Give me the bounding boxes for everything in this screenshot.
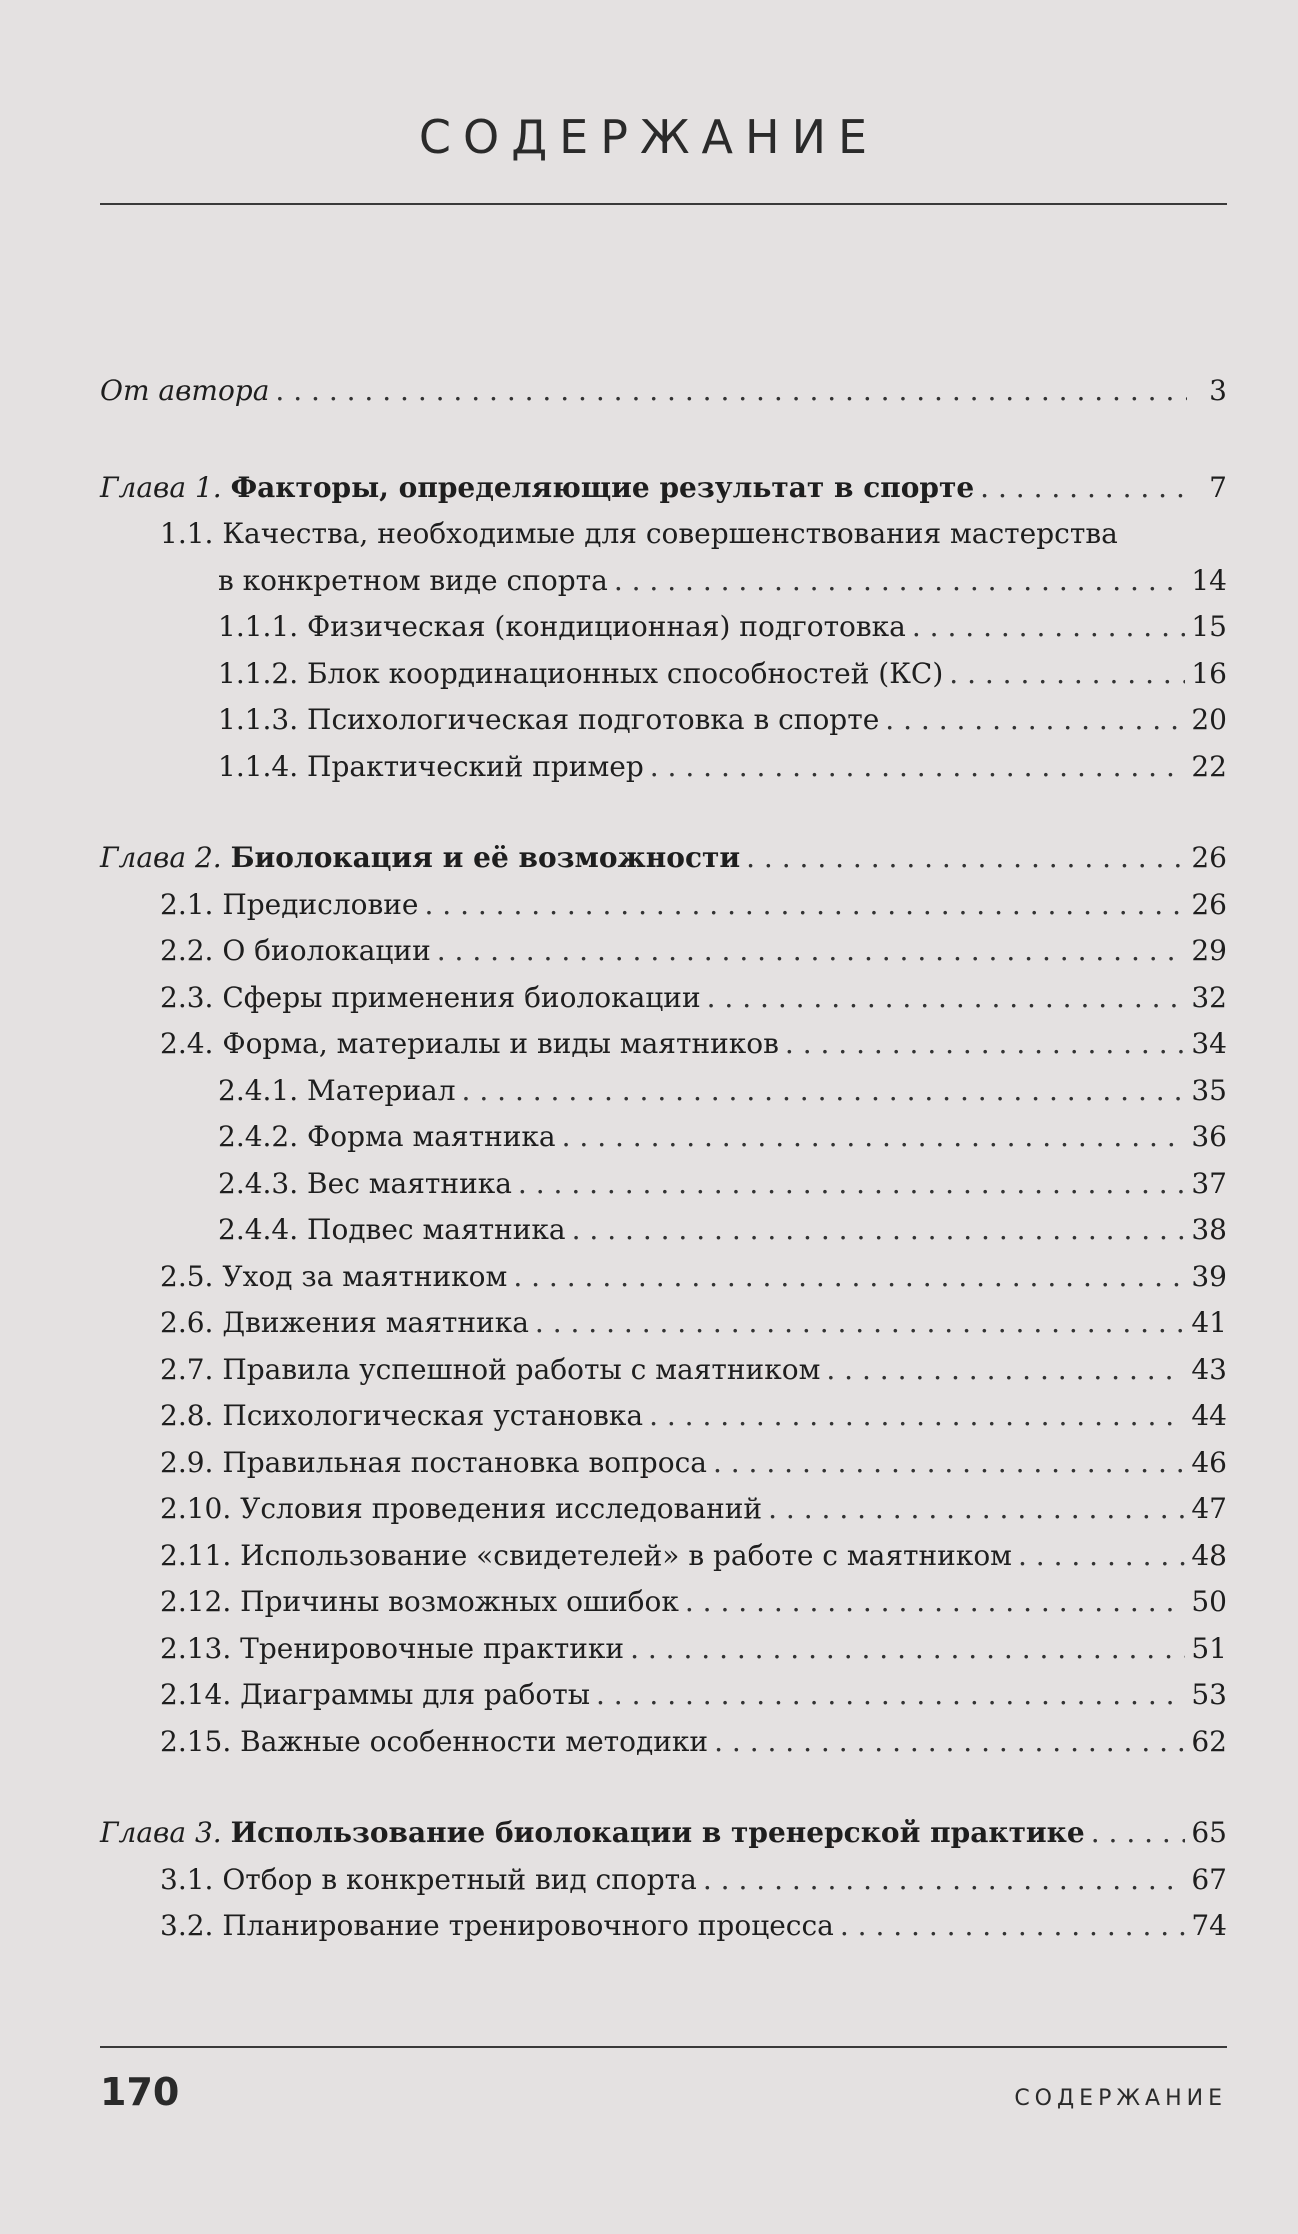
section-label: 2.2. О биолокации xyxy=(160,934,431,967)
page-number: 74 xyxy=(1191,1909,1227,1942)
toc-subsection[interactable] xyxy=(100,1114,1227,1161)
toc-section[interactable] xyxy=(100,1672,1227,1719)
section-label: 2.5. Уход за маятником xyxy=(160,1259,508,1293)
section-label-continued: в конкретном виде спорта xyxy=(218,563,608,597)
chapter-prefix: Глава 3. xyxy=(100,1816,222,1849)
section-label: 2.15. Важные особенности методики xyxy=(160,1724,709,1758)
toc-subsection[interactable] xyxy=(100,1068,1227,1115)
page-number: 39 xyxy=(1191,1259,1227,1293)
toc-section[interactable] xyxy=(100,1626,1227,1673)
toc-subsection[interactable] xyxy=(100,1161,1227,1208)
running-title: СОДЕРЖАНИЕ xyxy=(1014,2086,1227,2111)
section-label: 2.14. Диаграммы для работы xyxy=(160,1678,590,1711)
leader-dots xyxy=(826,1347,1185,1394)
leader-dots xyxy=(713,1440,1185,1487)
section-label: 2.11. Использование «свидетелей» в работе с маятником xyxy=(160,1538,1012,1572)
section-label: 2.9. Правильная постановка вопроса xyxy=(160,1445,707,1479)
page-number: 41 xyxy=(1191,1306,1227,1339)
leader-dots xyxy=(840,1903,1186,1950)
page-number: 14 xyxy=(1191,563,1227,597)
page-number: 67 xyxy=(1191,1862,1227,1896)
page-number: 65 xyxy=(1191,1816,1227,1849)
leader-dots xyxy=(437,928,1186,975)
page-number: 46 xyxy=(1191,1445,1227,1479)
toc-section[interactable] xyxy=(100,928,1227,975)
toc-section[interactable] xyxy=(100,1254,1227,1301)
toc-chapter-1[interactable] xyxy=(100,465,1227,512)
leader-dots xyxy=(650,744,1186,791)
toc-chapter-2[interactable] xyxy=(100,835,1227,882)
toc-entry-author[interactable] xyxy=(100,368,1227,415)
section-label: 1.1.2. Блок координационных способностей (КС) xyxy=(218,656,944,690)
chapter-title: Использование биолокации в тренерской практике xyxy=(230,1816,1085,1849)
section-label: 3.1. Отбор в конкретный вид спорта xyxy=(160,1862,697,1896)
section-label: 1.1.1. Физическая (кондиционная) подготовка xyxy=(218,610,906,643)
leader-dots xyxy=(949,651,1185,698)
author-label: От автора xyxy=(100,374,270,407)
toc-subsection[interactable] xyxy=(100,1207,1227,1254)
leader-dots xyxy=(768,1486,1185,1533)
toc-section-1-1-3[interactable] xyxy=(100,697,1227,744)
section-label: 2.8. Психологическая установка xyxy=(160,1399,644,1432)
toc-section-1-1-2[interactable] xyxy=(100,651,1227,698)
section-label: 1.1.3. Психологическая подготовка в спорте xyxy=(218,703,880,736)
leader-dots xyxy=(1091,1810,1186,1857)
page-number: 38 xyxy=(1191,1213,1227,1246)
chapter-prefix: Глава 2. xyxy=(100,841,222,874)
leader-dots xyxy=(596,1672,1185,1719)
page-number: 22 xyxy=(1191,749,1227,783)
leader-dots xyxy=(572,1207,1186,1254)
leader-dots xyxy=(1018,1533,1185,1580)
page-number: 3 xyxy=(1209,374,1227,407)
section-label: 2.4.1. Материал xyxy=(218,1073,456,1107)
chapter-title: Биолокация и её возможности xyxy=(230,841,741,874)
page-number: 34 xyxy=(1191,1027,1227,1060)
leader-dots xyxy=(785,1021,1185,1068)
chapter-title: Факторы, определяющие результат в спорте xyxy=(230,470,975,504)
toc-section-1-1-1[interactable] xyxy=(100,604,1227,651)
leader-dots xyxy=(885,697,1185,744)
page-number: 48 xyxy=(1191,1538,1227,1572)
page-number: 26 xyxy=(1191,887,1227,921)
leader-dots xyxy=(630,1626,1185,1673)
leader-dots xyxy=(513,1254,1185,1301)
section-label: 2.4.4. Подвес маятника xyxy=(218,1213,566,1246)
toc-chapter-3[interactable] xyxy=(100,1810,1227,1857)
section-label: 2.1. Предисловие xyxy=(160,887,419,921)
leader-dots xyxy=(518,1161,1185,1208)
section-label: 2.7. Правила успешной работы с маятником xyxy=(160,1352,821,1386)
toc-section[interactable] xyxy=(100,1903,1227,1950)
section-label: 2.4.3. Вес маятника xyxy=(218,1166,512,1200)
footer-divider xyxy=(100,2046,1227,2048)
leader-dots xyxy=(703,1857,1185,1904)
leader-dots xyxy=(614,558,1186,605)
page-number: 43 xyxy=(1191,1352,1227,1386)
section-label: 2.6. Движения маятника xyxy=(160,1306,529,1339)
toc-section[interactable] xyxy=(100,882,1227,929)
page-number: 29 xyxy=(1191,934,1227,967)
page-number: 7 xyxy=(1209,470,1227,504)
section-label: 3.2. Планирование тренировочного процесса xyxy=(160,1909,834,1942)
folio-page-number: 170 xyxy=(100,2070,180,2114)
chapter-prefix: Глава 1. xyxy=(100,470,222,504)
toc-section[interactable] xyxy=(100,1486,1227,1533)
page-number: 36 xyxy=(1191,1120,1227,1153)
page-number: 35 xyxy=(1191,1073,1227,1107)
page-number: 20 xyxy=(1191,703,1227,736)
leader-dots xyxy=(649,1393,1185,1440)
page-number: 50 xyxy=(1191,1585,1227,1618)
toc-section[interactable] xyxy=(100,1300,1227,1347)
leader-dots xyxy=(535,1300,1185,1347)
leader-dots xyxy=(714,1719,1185,1766)
page-number: 53 xyxy=(1191,1678,1227,1711)
toc-section-1-1[interactable] xyxy=(100,511,1227,558)
section-label: 2.12. Причины возможных ошибок xyxy=(160,1585,679,1618)
toc-section[interactable] xyxy=(100,975,1227,1022)
leader-dots xyxy=(462,1068,1186,1115)
toc-section[interactable] xyxy=(100,1857,1227,1904)
page-number: 44 xyxy=(1191,1399,1227,1432)
page-number: 16 xyxy=(1191,656,1227,690)
leader-dots xyxy=(275,368,1187,415)
toc-section[interactable] xyxy=(100,1579,1227,1626)
toc-section-1-1-continued[interactable] xyxy=(100,558,1227,605)
section-label: 2.4. Форма, материалы и виды маятников xyxy=(160,1027,779,1060)
page-number: 47 xyxy=(1191,1492,1227,1525)
toc-section-1-1-4[interactable] xyxy=(100,744,1227,791)
leader-dots xyxy=(912,604,1185,651)
toc-section[interactable] xyxy=(100,1440,1227,1487)
section-label: 2.3. Сферы применения биолокации xyxy=(160,980,701,1014)
page-number: 62 xyxy=(1191,1724,1227,1758)
toc-section[interactable] xyxy=(100,1021,1227,1068)
leader-dots xyxy=(707,975,1186,1022)
leader-dots xyxy=(980,465,1187,512)
section-label: 1.1. Качества, необходимые для совершенствования мастерства xyxy=(160,517,1118,550)
leader-dots xyxy=(685,1579,1185,1626)
leader-dots xyxy=(746,835,1185,882)
section-label: 2.4.2. Форма маятника xyxy=(218,1120,556,1153)
section-label: 2.13. Тренировочные практики xyxy=(160,1631,625,1665)
toc-section[interactable] xyxy=(100,1719,1227,1766)
page-title: СОДЕРЖАНИЕ xyxy=(418,110,880,164)
leader-dots xyxy=(424,882,1185,929)
table-of-contents xyxy=(100,368,1227,1950)
toc-section[interactable] xyxy=(100,1533,1227,1580)
toc-section[interactable] xyxy=(100,1393,1227,1440)
section-label: 2.10. Условия проведения исследований xyxy=(160,1492,763,1525)
page-number: 32 xyxy=(1191,980,1227,1014)
title-divider xyxy=(100,203,1227,205)
leader-dots xyxy=(562,1114,1186,1161)
toc-section[interactable] xyxy=(100,1347,1227,1394)
page-number: 26 xyxy=(1191,841,1227,874)
page-number: 37 xyxy=(1191,1166,1227,1200)
section-label: 1.1.4. Практический пример xyxy=(218,749,644,783)
page-number: 15 xyxy=(1191,610,1227,643)
page-number: 51 xyxy=(1191,1631,1227,1665)
